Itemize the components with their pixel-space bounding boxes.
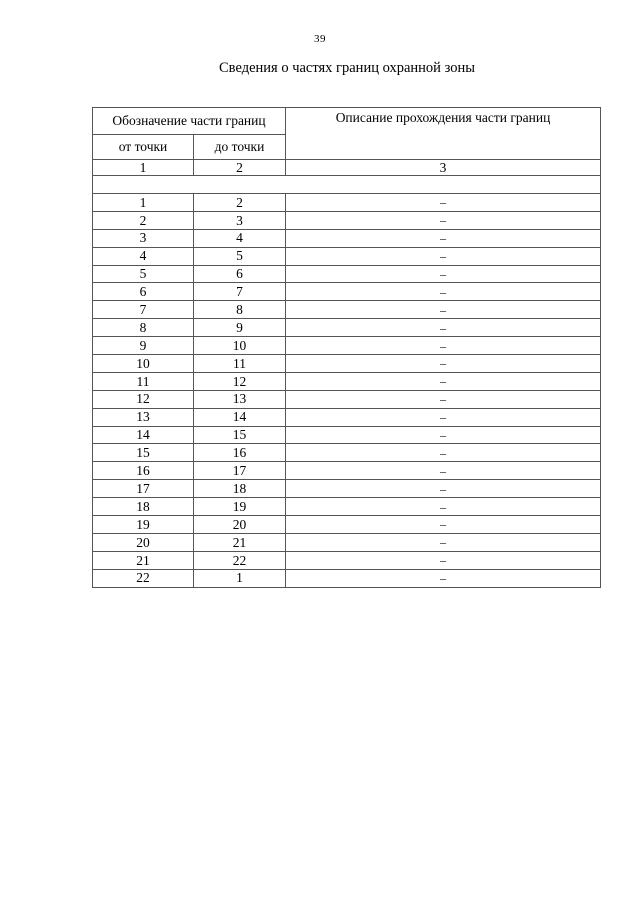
from-point-cell: 12 (93, 390, 194, 408)
table-row (93, 408, 601, 426)
description-cell: – (286, 390, 601, 408)
to-point-cell: 22 (194, 551, 286, 569)
to-point-cell: 18 (194, 480, 286, 498)
from-point-cell: 3 (93, 229, 194, 247)
table-row (93, 426, 601, 444)
description-cell: – (286, 337, 601, 355)
description-cell: – (286, 372, 601, 390)
from-point-cell: 10 (93, 355, 194, 373)
description-cell: – (286, 533, 601, 551)
to-point-cell: 21 (194, 533, 286, 551)
to-point-cell: 16 (194, 444, 286, 462)
column-number: 1 (93, 160, 194, 176)
to-point-cell: 20 (194, 516, 286, 534)
table-row (93, 390, 601, 408)
description-cell: – (286, 498, 601, 516)
to-point-cell: 2 (194, 194, 286, 212)
table-row (93, 551, 601, 569)
to-point-cell: 7 (194, 283, 286, 301)
description-cell: – (286, 229, 601, 247)
table-row (93, 355, 601, 373)
from-point-cell: 18 (93, 498, 194, 516)
to-point-cell: 10 (194, 337, 286, 355)
table-row (93, 319, 601, 337)
from-point-cell: 2 (93, 211, 194, 229)
description-cell: – (286, 194, 601, 212)
from-point-cell: 22 (93, 569, 194, 587)
to-point-cell: 11 (194, 355, 286, 373)
header-from-point: от точки (93, 135, 194, 160)
from-point-cell: 4 (93, 247, 194, 265)
description-cell: – (286, 247, 601, 265)
table-row (93, 569, 601, 587)
table-row (93, 194, 601, 212)
description-cell: – (286, 283, 601, 301)
to-point-cell: 1 (194, 569, 286, 587)
from-point-cell: 13 (93, 408, 194, 426)
table-row (93, 480, 601, 498)
from-point-cell: 5 (93, 265, 194, 283)
header-row (93, 108, 601, 135)
from-point-cell: 16 (93, 462, 194, 480)
from-point-cell: 7 (93, 301, 194, 319)
to-point-cell: 17 (194, 462, 286, 480)
from-point-cell: 6 (93, 283, 194, 301)
header-description: Описание прохождения части границ (286, 108, 601, 160)
document-title: Сведения о частях границ охранной зоны (219, 60, 475, 76)
from-point-cell: 17 (93, 480, 194, 498)
table-row (93, 283, 601, 301)
column-number-row (93, 160, 601, 176)
table-row (93, 229, 601, 247)
to-point-cell: 6 (194, 265, 286, 283)
from-point-cell: 8 (93, 319, 194, 337)
from-point-cell: 19 (93, 516, 194, 534)
to-point-cell: 8 (194, 301, 286, 319)
table-row (93, 247, 601, 265)
to-point-cell: 19 (194, 498, 286, 516)
from-point-cell: 11 (93, 372, 194, 390)
from-point-cell: 15 (93, 444, 194, 462)
to-point-cell: 3 (194, 211, 286, 229)
from-point-cell: 14 (93, 426, 194, 444)
empty-section-row (93, 176, 601, 194)
table-row (93, 337, 601, 355)
description-cell: – (286, 211, 601, 229)
to-point-cell: 9 (194, 319, 286, 337)
table-row (93, 462, 601, 480)
description-cell: – (286, 426, 601, 444)
description-cell: – (286, 462, 601, 480)
table-row (93, 498, 601, 516)
header-boundary-designation: Обозначение части границ (93, 108, 286, 135)
table-row (93, 372, 601, 390)
table-row (93, 516, 601, 534)
description-cell: – (286, 301, 601, 319)
description-cell: – (286, 569, 601, 587)
description-cell: – (286, 355, 601, 373)
to-point-cell: 5 (194, 247, 286, 265)
description-cell: – (286, 444, 601, 462)
description-cell: – (286, 480, 601, 498)
to-point-cell: 4 (194, 229, 286, 247)
from-point-cell: 20 (93, 533, 194, 551)
table-row (93, 301, 601, 319)
header-to-point: до точки (194, 135, 286, 160)
table-row (93, 444, 601, 462)
empty-section-cell (93, 176, 601, 194)
from-point-cell: 9 (93, 337, 194, 355)
from-point-cell: 21 (93, 551, 194, 569)
description-cell: – (286, 408, 601, 426)
to-point-cell: 14 (194, 408, 286, 426)
page-number: 39 (314, 33, 326, 45)
to-point-cell: 12 (194, 372, 286, 390)
to-point-cell: 13 (194, 390, 286, 408)
table-row (93, 265, 601, 283)
description-cell: – (286, 319, 601, 337)
table-row (93, 533, 601, 551)
table-row (93, 211, 601, 229)
boundary-parts-table (92, 107, 601, 588)
column-number: 3 (286, 160, 601, 176)
column-number: 2 (194, 160, 286, 176)
to-point-cell: 15 (194, 426, 286, 444)
from-point-cell: 1 (93, 194, 194, 212)
description-cell: – (286, 516, 601, 534)
description-cell: – (286, 265, 601, 283)
description-cell: – (286, 551, 601, 569)
